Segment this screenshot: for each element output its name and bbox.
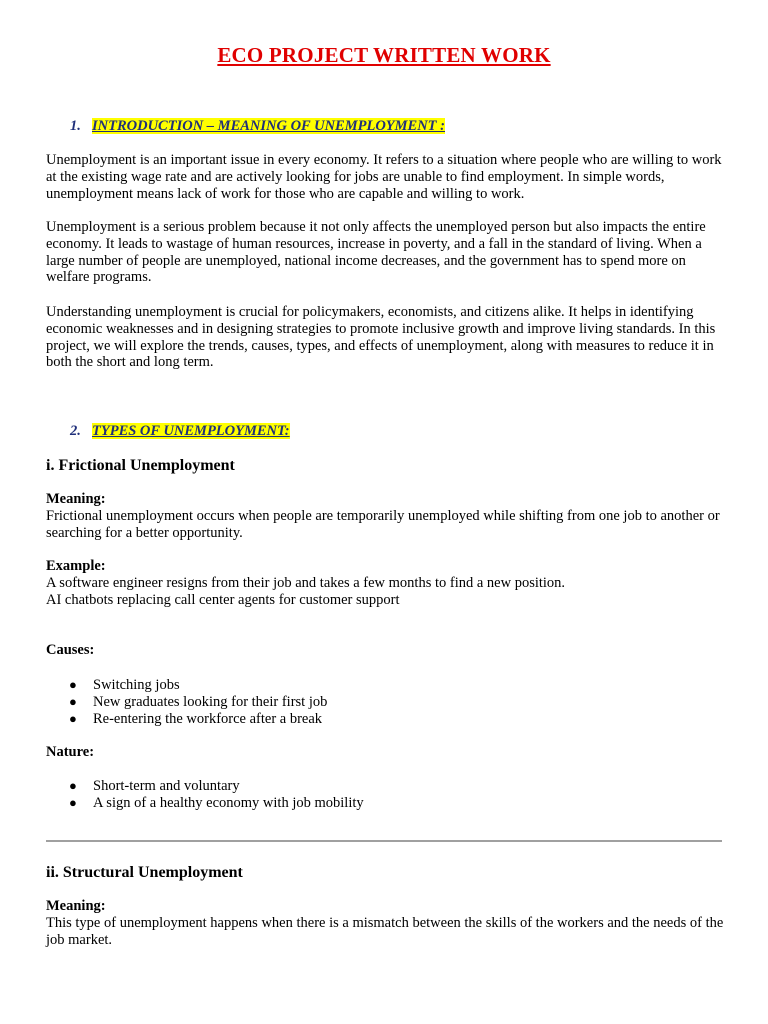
list-item — [46, 711, 327, 728]
list-item-text: Short-term and voluntary — [93, 778, 240, 794]
horizontal-divider — [46, 840, 722, 842]
list-item-text: New graduates looking for their first job — [93, 693, 328, 710]
frictional-example-label: Example: — [46, 558, 106, 574]
frictional-nature-list — [46, 778, 364, 812]
frictional-meaning-text: Frictional unemployment occurs when people are temporarily unemployed while shifting from one job to another or searching for a better opportunity. — [46, 508, 720, 541]
list-item — [46, 795, 364, 812]
intro-paragraph-3: Understanding unemployment is crucial for policymakers, economists, and citizens alike. It helps in identifying economic weaknesses and in designing strategies to promote inclusive growth and improve living standards. In this project, we will explore the trends, causes, types, and effects of unemployment, along with measures to reduce it in both the short and long term. — [46, 304, 716, 371]
section-heading-text: TYPES OF UNEMPLOYMENT: — [92, 423, 290, 439]
intro-paragraph-2: Unemployment is a serious problem because it not only affects the unemployed person but also impacts the entire economy. It leads to wastage of human resources, increase in poverty, and a fall in the standard of living. When a large number of people are unemployed, national income decreases, and the government has to spend more on welfare programs. — [46, 219, 706, 286]
frictional-example-2: AI chatbots replacing call center agents for customer support — [46, 592, 400, 608]
frictional-meaning-label: Meaning: — [46, 491, 106, 507]
frictional-nature-label: Nature: — [46, 744, 95, 760]
frictional-causes-label: Causes: — [46, 642, 95, 658]
structural-meaning-label: Meaning: — [46, 898, 106, 914]
bullet-icon: ● — [69, 794, 77, 810]
list-item-text: A sign of a healthy economy with job mobility — [93, 794, 364, 811]
list-item — [46, 694, 327, 711]
bullet-icon: ● — [69, 778, 77, 793]
frictional-title: i. Frictional Unemployment — [46, 457, 235, 474]
bullet-icon: ● — [69, 677, 77, 692]
list-item — [46, 778, 364, 795]
bullet-icon: ● — [69, 710, 77, 726]
frictional-causes-list — [46, 677, 327, 727]
section-heading-introduction — [70, 117, 445, 135]
list-item-text: Re-entering the workforce after a break — [93, 710, 323, 727]
section-heading-text: INTRODUCTION – MEANING OF UNEMPLOYMENT : — [92, 118, 445, 134]
structural-title: ii. Structural Unemployment — [46, 864, 243, 881]
document-title: ECO PROJECT WRITTEN WORK — [217, 43, 551, 67]
structural-meaning-text: This type of unemployment happens when there is a mismatch between the skills of the workers and the needs of the job market. — [46, 915, 724, 948]
section-number: 2. — [70, 423, 81, 439]
section-heading-types — [70, 422, 290, 440]
list-item-text: Switching jobs — [93, 677, 180, 693]
frictional-example-1: A software engineer resigns from their job and takes a few months to find a new position. — [46, 575, 566, 591]
section-number: 1. — [70, 118, 81, 134]
bullet-icon: ● — [69, 693, 77, 709]
intro-paragraph-1: Unemployment is an important issue in every economy. It refers to a situation where people who are willing to work at the existing wage rate and are actively looking for jobs are unable to find employment. In simple words, unemployment means lack of work for those who are capable and willing to work. — [46, 152, 722, 202]
list-item — [46, 677, 327, 694]
